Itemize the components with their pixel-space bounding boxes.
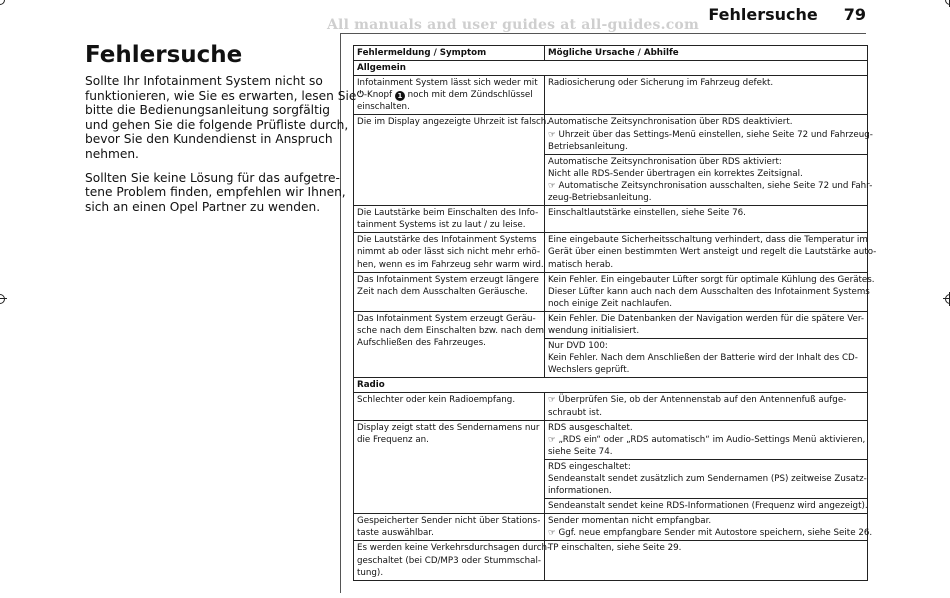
remedy-cell <box>545 499 868 514</box>
header-rule <box>340 33 866 34</box>
callout-number-badge: 1 <box>395 91 405 101</box>
section-label: Radio <box>354 378 868 393</box>
text-line: Dieser Lüfter kann auch nach dem Ausschalten des Infotainment Systems <box>548 286 870 297</box>
symptom-cell <box>354 420 545 514</box>
text-line: schraubt ist. <box>548 407 602 418</box>
remedy-cell <box>545 76 868 115</box>
text-line: und gehen Sie die folgende Prüfliste durch, <box>85 117 349 132</box>
symptom-cell <box>354 76 545 115</box>
text-line: Gerät über einen bestimmten Wert ansteigt und regelt die Lautstärke auto- <box>548 247 877 258</box>
text-line: Die im Display angezeigte Uhrzeit ist falsch. <box>357 117 550 128</box>
text-fragment: -Knopf <box>363 90 393 101</box>
text-line: funktionieren, wie Sie es erwarten, lesen Sie <box>85 88 357 103</box>
text-line: bevor Sie den Kundendienst in Anspruch <box>85 132 333 147</box>
power-knob-icon: ⏻ <box>357 90 364 101</box>
text-line: Kein Fehler. Die Datenbanken der Navigation werden für die spätere Ver- <box>548 313 864 324</box>
table-row <box>354 233 868 272</box>
text-line: Automatische Zeitsynchronisation über RDS aktiviert: <box>548 156 782 167</box>
text-line: matisch herab. <box>548 259 614 270</box>
text-line: Die Lautstärke des Infotainment Systems <box>357 235 537 246</box>
header-symptom: Fehlermeldung / Symptom <box>354 46 545 61</box>
text-line: tung). <box>357 567 384 578</box>
remedy-cell <box>545 514 873 541</box>
text-line: zeug-Betriebsanleitung. <box>548 193 652 204</box>
crop-mark-left <box>0 292 7 306</box>
remedy-cell <box>545 206 868 233</box>
header-remedy: Mögliche Ursache / Abhilfe <box>545 46 868 61</box>
column-divider <box>340 33 341 593</box>
text-line: Gespeicherter Sender nicht über Stations- <box>357 516 541 527</box>
text-line: Zeit nach dem Ausschalten Geräusche. <box>357 286 528 297</box>
text-line: Display zeigt statt des Sendernamens nur <box>357 422 540 433</box>
text-line: einschalten. <box>357 102 410 113</box>
text-line: Sollten Sie keine Lösung für das aufgetre- <box>85 170 340 185</box>
page-number: 79 <box>843 5 866 24</box>
text-line: Wechslers geprüft. <box>548 365 630 376</box>
text-line <box>357 89 541 101</box>
table-header-row <box>354 46 868 61</box>
table-row <box>354 420 868 459</box>
text-line: Kein Fehler. Nach dem Anschließen der Batterie wird der Inhalt des CD- <box>548 353 858 364</box>
remedy-cell <box>545 393 868 420</box>
text-line: tainment Systems ist zu laut / zu leise. <box>357 220 526 231</box>
text-line: siehe Seite 74. <box>548 446 613 457</box>
text-line: geschaltet (bei CD/MP3 oder Stummschal- <box>357 555 541 566</box>
text-line: Betriebsanleitung. <box>548 141 628 152</box>
remedy-cell <box>545 154 873 205</box>
symptom-cell <box>354 311 545 377</box>
symptom-cell <box>354 115 550 206</box>
remedy-cell <box>545 459 868 498</box>
text-line: noch einige Zeit nachlaufen. <box>548 298 673 309</box>
text-line: Die Lautstärke beim Einschalten des Info- <box>357 208 539 219</box>
symptom-cell <box>354 206 545 233</box>
section-label: Allgemein <box>354 61 868 76</box>
text-line: ☞ Ggf. neue empfangbare Sender mit Autostore speichern, siehe Seite 26. <box>548 528 873 539</box>
text-line: RDS ausgeschaltet. <box>548 422 633 433</box>
remedy-cell <box>545 541 868 580</box>
text-line: Sendeanstalt sendet keine RDS-Informationen (Frequenz wird angezeigt). <box>548 501 868 512</box>
text-line: Sollte Ihr Infotainment System nicht so <box>85 74 323 88</box>
text-line: Nur DVD 100: <box>548 341 608 352</box>
remedy-cell <box>545 272 875 311</box>
intro-paragraph-2 <box>85 170 346 215</box>
text-line: wendung initialisiert. <box>548 325 640 336</box>
text-line: taste auswählbar. <box>357 528 434 539</box>
symptom-cell <box>354 393 545 420</box>
page-title: Fehlersuche <box>85 42 243 68</box>
text-line: Automatische Zeitsynchronisation über RDS deaktiviert. <box>548 117 793 128</box>
text-line: Das Infotainment System erzeugt Geräu- <box>357 313 536 324</box>
troubleshooting-table <box>353 45 877 581</box>
text-line: Aufschließen des Fahrzeuges. <box>357 338 486 349</box>
text-line: bitte die Bedienungsanleitung sorgfältig <box>85 103 330 118</box>
text-line: ☞ Automatische Zeitsynchronisation ausschalten, siehe Seite 72 und Fahr- <box>548 180 873 191</box>
watermark: All manuals and user guides at all-guides.com <box>327 17 699 33</box>
symptom-cell <box>354 541 551 580</box>
text-line: Eine eingebaute Sicherheitsschaltung verhindert, dass die Temperatur im <box>548 235 868 246</box>
table-row <box>354 393 868 420</box>
text-line: sich an einen Opel Partner zu wenden. <box>85 199 321 214</box>
table-row <box>354 311 868 338</box>
table-row <box>354 541 868 580</box>
text-line: Das Infotainment System erzeugt längere <box>357 274 539 285</box>
crop-mark-top-left <box>0 0 7 7</box>
crop-mark-right <box>943 292 950 306</box>
text-line: ☞ Uhrzeit über das Settings-Menü einstellen, siehe Seite 72 und Fahrzeug- <box>548 129 873 140</box>
text-line: ☞ Überprüfen Sie, ob der Antennenstab auf den Antennenfuß aufge- <box>548 395 847 406</box>
text-line: Schlechter oder kein Radioempfang. <box>357 395 516 406</box>
text-line: Infotainment System lässt sich weder mit <box>357 78 538 89</box>
text-line: ☞ „RDS ein“ oder „RDS automatisch“ im Audio-Settings Menü aktivieren, <box>548 434 866 445</box>
text-line: Kein Fehler. Ein eingebauter Lüfter sorgt für optimale Kühlung des Gerätes. <box>548 274 875 285</box>
table-row <box>354 206 868 233</box>
text-line: informationen. <box>548 486 612 497</box>
text-line: hen, wenn es im Fahrzeug sehr warm wird. <box>357 259 544 270</box>
text-line: nehmen. <box>85 146 139 161</box>
table-row <box>354 272 868 311</box>
text-line: tene Problem finden, empfehlen wir Ihnen, <box>85 185 346 200</box>
table-row <box>354 115 868 154</box>
text-line: Sendeanstalt sendet zusätzlich zum Sendernamen (PS) zeitweise Zusatz- <box>548 474 867 484</box>
text-line: RDS eingeschaltet: <box>548 461 631 472</box>
text-line: Nicht alle RDS-Sender übertragen ein korrektes Zeitsignal. <box>548 168 803 179</box>
table-row <box>354 514 868 541</box>
table-row <box>354 76 868 115</box>
section-row-radio <box>354 378 868 393</box>
text-line: sche nach dem Einschalten bzw. nach dem <box>357 325 544 336</box>
remedy-cell <box>545 339 868 378</box>
symptom-cell <box>354 233 545 272</box>
text-line: TP einschalten, siehe Seite 29. <box>548 543 682 554</box>
remedy-cell <box>545 420 868 459</box>
intro-column <box>85 42 357 223</box>
symptom-cell <box>354 272 545 311</box>
text-line: Es werden keine Verkehrsdurchsagen durch- <box>357 543 551 554</box>
text-fragment: noch mit dem Zündschlüssel <box>407 90 533 101</box>
remedy-cell <box>545 311 868 338</box>
text-line: Sender momentan nicht empfangbar. <box>548 516 712 527</box>
remedy-cell <box>545 233 877 272</box>
header-section-title: Fehlersuche <box>708 5 818 24</box>
symptom-cell <box>354 514 545 541</box>
text-line: nimmt ab oder lässt sich nicht mehr erhö- <box>357 247 540 258</box>
crop-mark-top-right <box>943 0 950 7</box>
section-row-general <box>354 61 868 76</box>
text-line: Einschaltlautstärke einstellen, siehe Seite 76. <box>548 208 746 219</box>
intro-paragraph-1 <box>85 74 357 162</box>
remedy-cell <box>545 115 873 154</box>
text-line: die Frequenz an. <box>357 434 429 445</box>
running-header <box>708 5 866 24</box>
text-line: Radiosicherung oder Sicherung im Fahrzeug defekt. <box>548 78 774 89</box>
